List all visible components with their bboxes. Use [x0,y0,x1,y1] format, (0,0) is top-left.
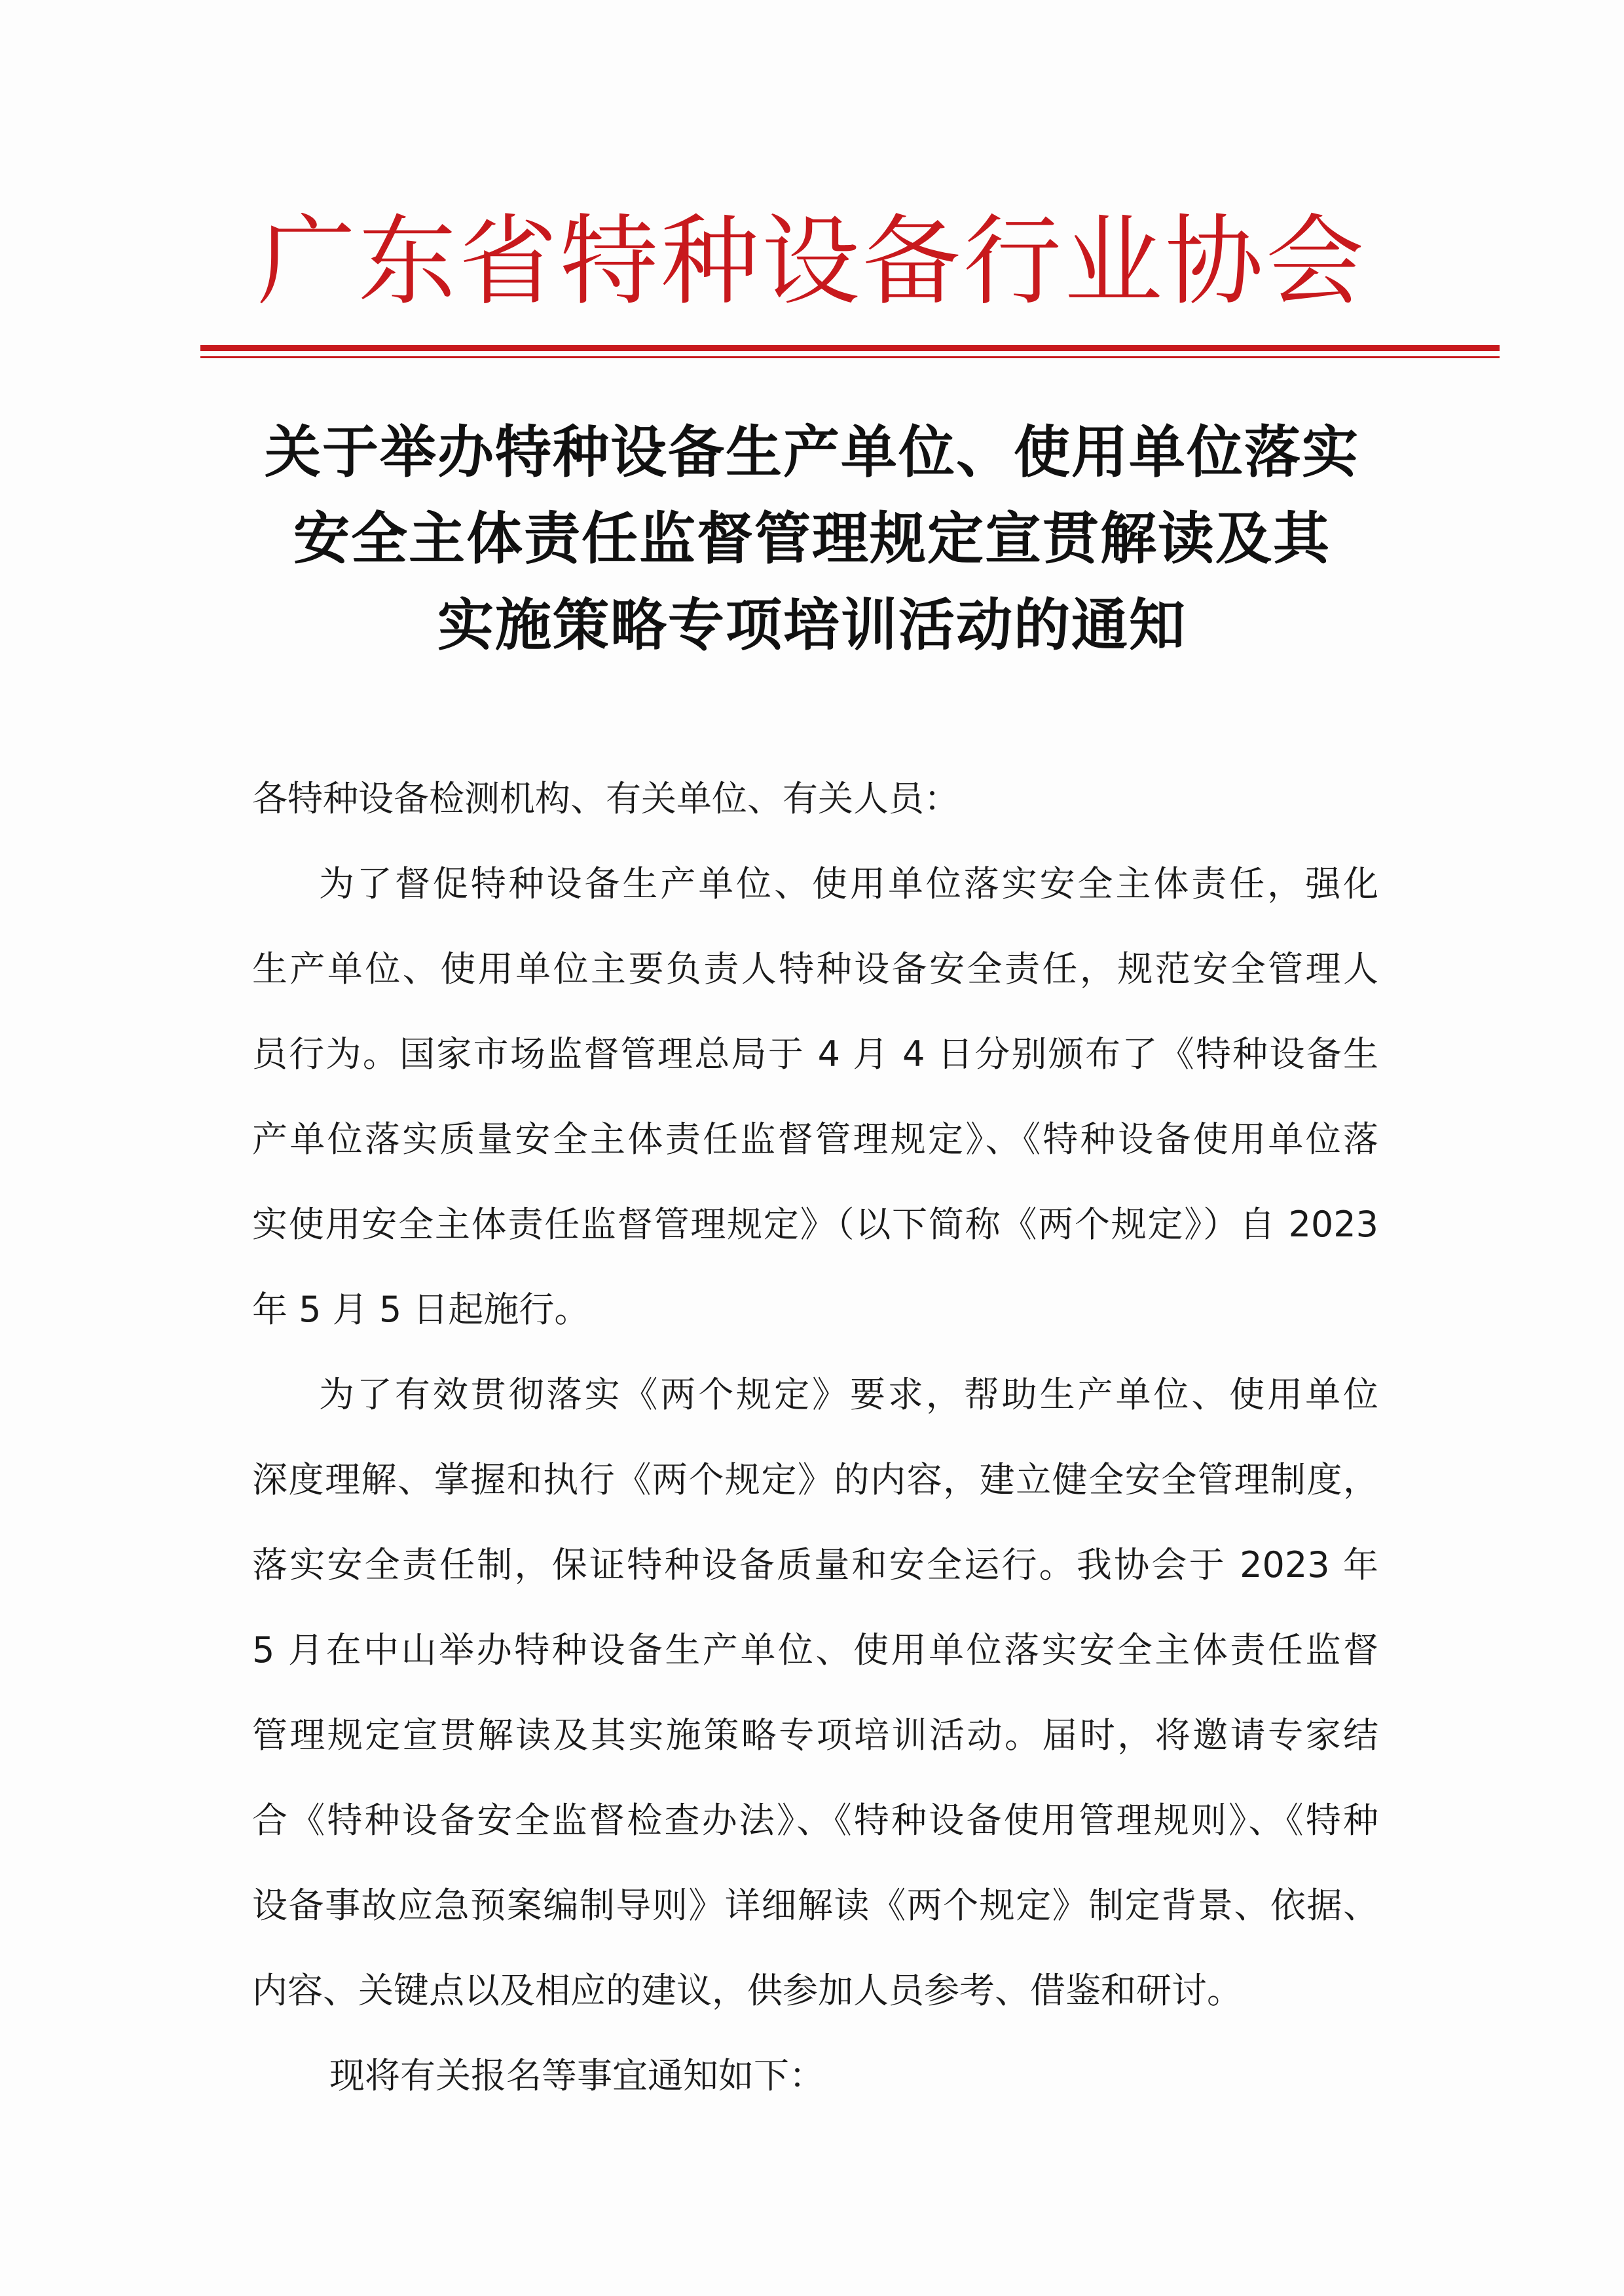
letterhead-rule-thin [200,356,1500,358]
paragraph-2-line-3: 落实安全责任制，保证特种设备质量和安全运行。我协会于 2023 年 [252,1544,1378,1585]
paragraph-1-line-3: 员行为。国家市场监督管理总局于 4 月 4 日分别颁布了《特种设备生 [252,1033,1378,1075]
paragraph-2 [252,1352,1378,2033]
letterhead [196,196,1428,341]
title-line-3: 实施策略专项培训活动的通知 [437,593,1187,658]
paragraph-1-line-1: 为了督促特种设备生产单位、使用单位落实安全主体责任，强化 [319,863,1378,904]
paragraph-2-line-4: 5 月在中山举办特种设备生产单位、使用单位落实安全主体责任监督 [252,1629,1378,1671]
paragraph-1-line-2: 生产单位、使用单位主要负责人特种设备安全责任，规范安全管理人 [252,948,1378,990]
letterhead-rule-thick [200,345,1500,351]
notice-body [252,756,1378,2119]
org-name: 广东省特种设备行业协会 [257,205,1367,319]
title-line-1: 关于举办特种设备生产单位、使用单位落实 [265,420,1359,485]
paragraph-2-line-8: 内容、关键点以及相应的建议，供参加人员参考、借鉴和研讨。 [252,1970,1242,2011]
title-line-2: 安全主体责任监督管理规定宣贯解读及其 [293,506,1331,572]
paragraph-3: 现将有关报名等事宜通知如下： [329,2055,824,2096]
paragraph-2-line-1: 为了有效贯彻落实《两个规定》要求，帮助生产单位、使用单位 [319,1374,1378,1415]
paragraph-1-line-4: 产单位落实质量安全主体责任监督管理规定》、《特种设备使用单位落 [252,1119,1378,1160]
notice-title [216,409,1408,669]
paragraph-2-line-7: 设备事故应急预案编制导则》详细解读《两个规定》制定背景、依据、 [252,1885,1378,1926]
salutation: 各特种设备检测机构、有关单位、有关人员： [252,778,959,819]
paragraph-1-line-5: 实使用安全主体责任监督管理规定》（以下简称《两个规定》）自 2023 [252,1204,1378,1245]
paragraph-1 [252,842,1378,1352]
paragraph-1-line-6: 年 5 月 5 日起施行。 [252,1289,590,1330]
paragraph-2-line-2: 深度理解、掌握和执行《两个规定》的内容，建立健全安全管理制度， [252,1459,1378,1500]
paragraph-2-line-5: 管理规定宣贯解读及其实施策略专项培训活动。届时，将邀请专家结 [252,1714,1378,1756]
paragraph-2-line-6: 合《特种设备安全监督检查办法》、《特种设备使用管理规则》、《特种 [252,1800,1378,1841]
